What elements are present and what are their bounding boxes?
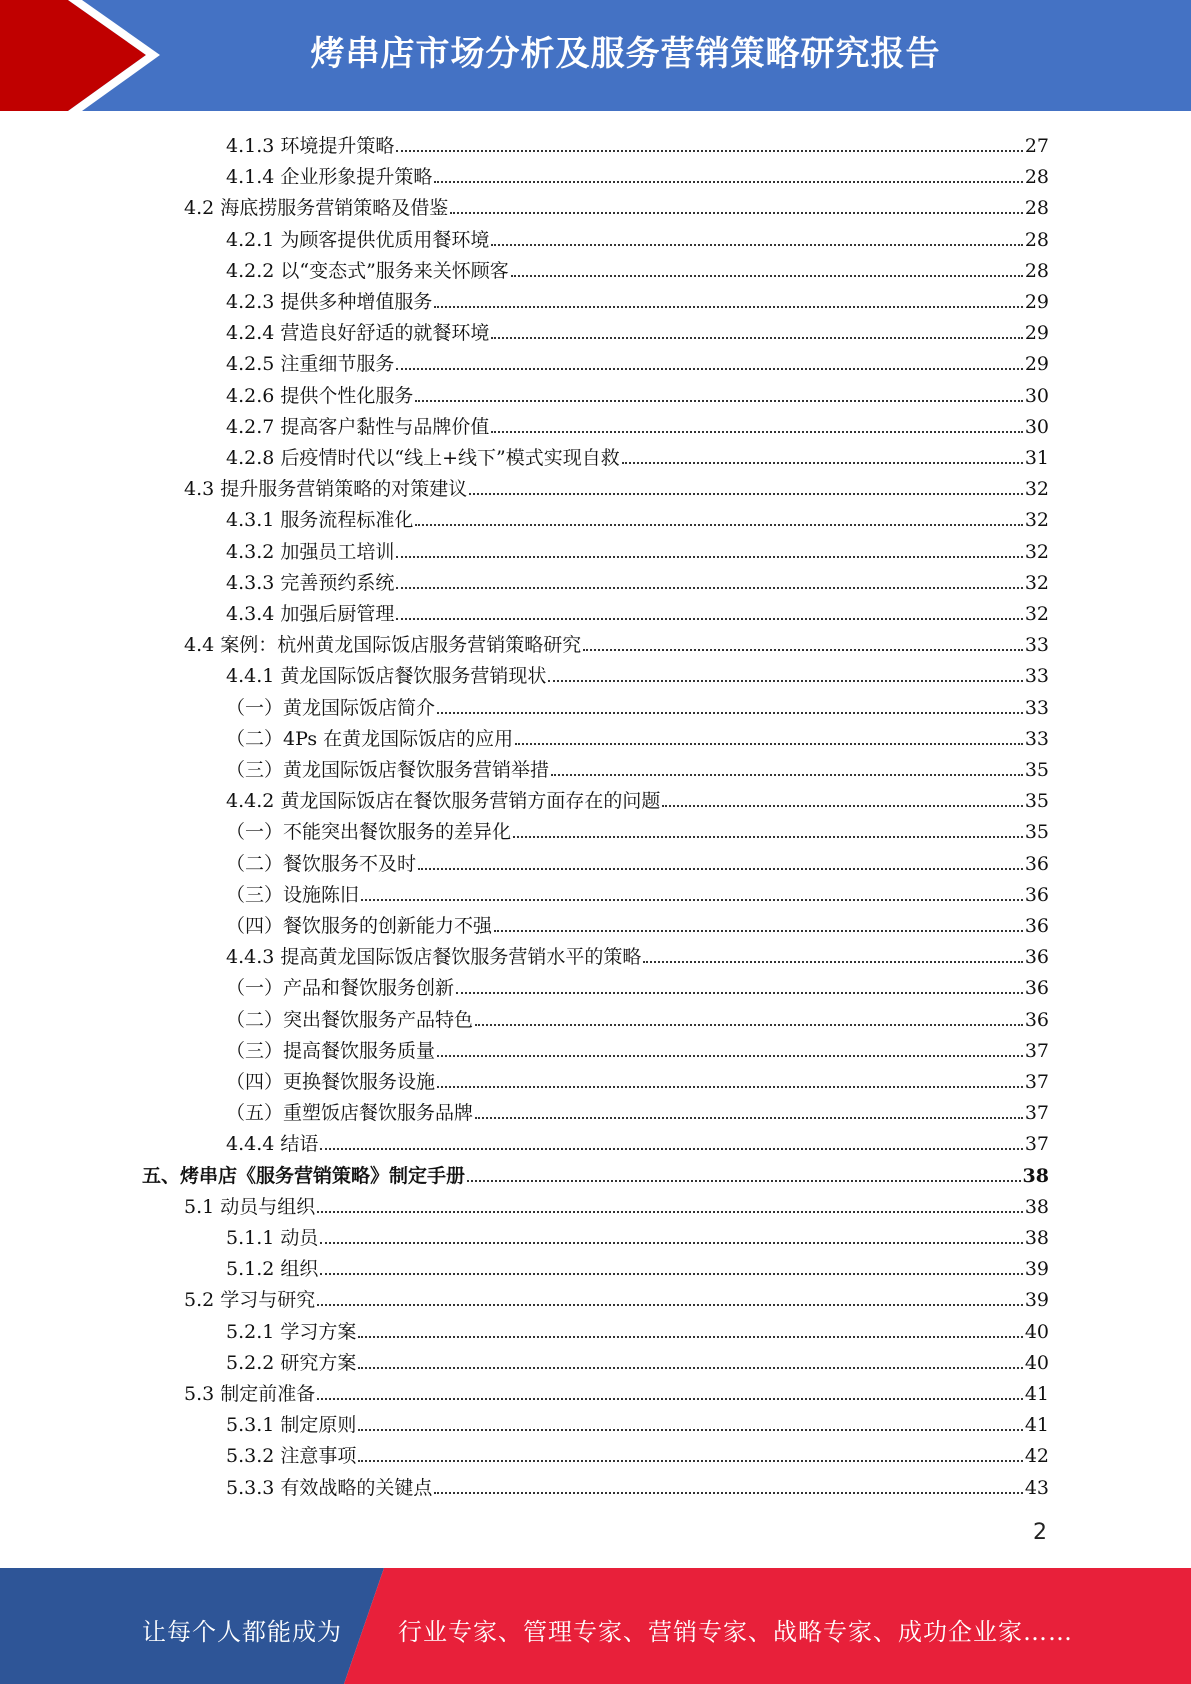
toc-leader-dots bbox=[358, 1335, 1022, 1338]
toc-leader-dots bbox=[320, 1272, 1022, 1275]
toc-entry-page: 33 bbox=[1024, 696, 1049, 719]
toc-entry-page: 29 bbox=[1024, 322, 1049, 345]
toc-entry-label: 4.4 案例：杭州黄龙国际饭店服务营销策略研究 bbox=[184, 634, 582, 657]
toc-entry[interactable] bbox=[184, 189, 1049, 220]
toc-leader-dots bbox=[469, 492, 1023, 495]
toc-entry-page: 38 bbox=[1024, 1195, 1049, 1218]
toc-entry-label: 5.1 动员与组织 bbox=[184, 1195, 316, 1218]
toc-entry-label: 4.3.2 加强员工培训 bbox=[226, 540, 395, 563]
footer-slogan-right: 行业专家、管理专家、营销专家、战略专家、成功企业家…… bbox=[398, 1618, 1073, 1646]
toc-entry-label: 5.3.3 有效战略的关键点 bbox=[226, 1476, 433, 1499]
toc-entry[interactable] bbox=[184, 1281, 1049, 1312]
toc-entry[interactable] bbox=[226, 221, 1049, 252]
toc-entry-page: 33 bbox=[1024, 665, 1049, 688]
toc-leader-dots bbox=[475, 1023, 1023, 1026]
toc-entry-label: 4.2.7 提高客户黏性与品牌价值 bbox=[226, 415, 490, 438]
toc-leader-dots bbox=[491, 430, 1022, 433]
toc-leader-dots bbox=[396, 367, 1022, 370]
toc-entry-label: 5.3 制定前准备 bbox=[184, 1383, 316, 1405]
toc-entry-page: 36 bbox=[1024, 852, 1049, 875]
toc-leader-dots bbox=[434, 180, 1022, 183]
toc-entry-label: 4.1.4 企业形象提升策略 bbox=[226, 166, 433, 189]
toc-entry[interactable] bbox=[226, 1001, 1049, 1032]
toc-entry-page: 38 bbox=[1022, 1164, 1049, 1187]
toc-leader-dots bbox=[551, 773, 1023, 776]
toc-entry[interactable] bbox=[184, 626, 1049, 657]
toc-entry-page: 40 bbox=[1024, 1320, 1049, 1343]
toc-entry-page: 32 bbox=[1024, 540, 1049, 563]
toc-entry-page: 32 bbox=[1024, 603, 1049, 625]
toc-entry-label: （三）提高餐饮服务质量 bbox=[226, 1039, 436, 1062]
toc-leader-dots bbox=[662, 804, 1022, 807]
toc-entry-page: 38 bbox=[1024, 1227, 1049, 1249]
toc-entry-page: 37 bbox=[1024, 1039, 1049, 1062]
toc-leader-dots bbox=[548, 679, 1022, 682]
toc-entry-page: 36 bbox=[1024, 915, 1049, 937]
toc-entry[interactable] bbox=[226, 595, 1049, 626]
toc-entry-page: 42 bbox=[1024, 1445, 1049, 1468]
toc-entry-page: 31 bbox=[1024, 447, 1049, 469]
toc-leader-dots bbox=[396, 555, 1022, 558]
toc-entry-page: 32 bbox=[1024, 509, 1049, 532]
toc-entry-page: 35 bbox=[1024, 821, 1049, 844]
toc-entry-label: （三）设施陈旧 bbox=[226, 883, 360, 906]
toc-entry-page: 32 bbox=[1024, 571, 1049, 594]
toc-entry[interactable] bbox=[226, 1406, 1049, 1437]
toc-entry[interactable] bbox=[226, 657, 1049, 688]
toc-leader-dots bbox=[494, 929, 1023, 932]
toc-entry-page: 32 bbox=[1024, 478, 1049, 501]
toc-entry[interactable] bbox=[226, 1344, 1049, 1375]
toc-entry[interactable] bbox=[184, 1375, 1049, 1406]
toc-leader-dots bbox=[317, 1303, 1023, 1306]
toc-entry[interactable] bbox=[226, 1469, 1049, 1500]
toc-leader-dots bbox=[418, 867, 1023, 870]
toc-entry-label: 5.2 学习与研究 bbox=[184, 1289, 316, 1312]
toc-entry[interactable] bbox=[226, 1313, 1049, 1344]
toc-leader-dots bbox=[643, 960, 1022, 963]
toc-entry-label: （二）餐饮服务不及时 bbox=[226, 852, 417, 875]
toc-leader-dots bbox=[415, 399, 1022, 402]
toc-entry-page: 28 bbox=[1024, 259, 1049, 282]
toc-entry[interactable] bbox=[226, 127, 1049, 158]
toc-entry[interactable] bbox=[226, 938, 1049, 969]
toc-entry[interactable] bbox=[226, 345, 1049, 376]
toc-leader-dots bbox=[434, 1491, 1022, 1494]
toc-leader-dots bbox=[437, 711, 1023, 714]
toc-entry-label: 4.4.4 结语 bbox=[226, 1133, 319, 1156]
toc-entry[interactable] bbox=[142, 1157, 1049, 1188]
toc-entry-label: （三）黄龙国际饭店餐饮服务营销举措 bbox=[226, 759, 550, 781]
toc-leader-dots bbox=[513, 835, 1023, 838]
toc-leader-dots bbox=[511, 274, 1023, 277]
page-number: 2 bbox=[1033, 1520, 1047, 1545]
toc-leader-dots bbox=[491, 336, 1022, 339]
toc-entry-page: 39 bbox=[1024, 1258, 1049, 1281]
toc-entry-label: （四）餐饮服务的创新能力不强 bbox=[226, 915, 493, 937]
toc-entry-page: 39 bbox=[1024, 1289, 1049, 1312]
toc-entry[interactable] bbox=[226, 876, 1049, 907]
toc-entry-label: 4.2.1 为顾客提供优质用餐环境 bbox=[226, 228, 490, 251]
toc-leader-dots bbox=[358, 1459, 1022, 1462]
toc-leader-dots bbox=[320, 1241, 1022, 1244]
toc-leader-dots bbox=[456, 991, 1023, 994]
toc-entry-label: （一）不能突出餐饮服务的差异化 bbox=[226, 821, 512, 844]
toc-entry[interactable] bbox=[226, 907, 1049, 938]
toc-entry-page: 36 bbox=[1024, 883, 1049, 906]
toc-entry-label: 5.3.2 注意事项 bbox=[226, 1445, 357, 1468]
toc-entry-page: 27 bbox=[1024, 135, 1049, 157]
toc-entry[interactable] bbox=[226, 1250, 1049, 1281]
toc-leader-dots bbox=[434, 305, 1022, 308]
toc-entry-label: 4.2.4 营造良好舒适的就餐环境 bbox=[226, 322, 490, 345]
toc-entry-label: 4.2.3 提供多种增值服务 bbox=[226, 291, 433, 313]
toc-entry-page: 37 bbox=[1024, 1102, 1049, 1125]
toc-entry-page: 28 bbox=[1024, 197, 1049, 220]
toc-entry[interactable] bbox=[226, 969, 1049, 1000]
toc-entry[interactable] bbox=[226, 751, 1049, 782]
footer-slogan-left: 让每个人都能成为 bbox=[142, 1618, 342, 1646]
toc-entry[interactable] bbox=[226, 314, 1049, 345]
toc-entry[interactable] bbox=[226, 689, 1049, 720]
toc-entry-label: 4.2 海底捞服务营销策略及借鉴 bbox=[184, 197, 449, 220]
toc-entry[interactable] bbox=[226, 252, 1049, 283]
toc-entry-label: 4.2.5 注重细节服务 bbox=[226, 353, 395, 376]
toc-leader-dots bbox=[361, 898, 1023, 901]
toc-leader-dots bbox=[320, 1147, 1022, 1150]
toc-entry[interactable] bbox=[226, 408, 1049, 439]
toc-entry-label: 4.2.6 提供个性化服务 bbox=[226, 384, 414, 407]
toc-entry-label: 4.2.8 后疫情时代以“线上+线下”模式实现自救 bbox=[226, 447, 620, 469]
toc-leader-dots bbox=[491, 243, 1022, 246]
toc-entry-page: 33 bbox=[1024, 727, 1049, 750]
toc-entry-label: 5.2.1 学习方案 bbox=[226, 1320, 357, 1343]
toc-entry[interactable] bbox=[226, 283, 1049, 314]
toc-leader-dots bbox=[317, 1397, 1023, 1400]
toc-entry-label: 4.3 提升服务营销策略的对策建议 bbox=[184, 478, 468, 501]
toc-entry[interactable] bbox=[226, 1219, 1049, 1250]
toc-entry-page: 40 bbox=[1024, 1351, 1049, 1374]
toc-entry[interactable] bbox=[226, 782, 1049, 813]
toc-entry-label: 五、烤串店《服务营销策略》制定手册 bbox=[142, 1164, 466, 1187]
toc-entry-label: （一）黄龙国际饭店简介 bbox=[226, 696, 436, 719]
toc-leader-dots bbox=[317, 1210, 1023, 1213]
toc-entry[interactable] bbox=[226, 1094, 1049, 1125]
page-footer bbox=[0, 1568, 1191, 1684]
toc-entry[interactable] bbox=[226, 501, 1049, 532]
toc-entry[interactable] bbox=[184, 470, 1049, 501]
toc-entry-page: 33 bbox=[1024, 634, 1049, 657]
toc-entry-page: 41 bbox=[1024, 1383, 1049, 1405]
toc-entry-page: 29 bbox=[1024, 291, 1049, 313]
toc-leader-dots bbox=[467, 1179, 1021, 1182]
toc-entry-page: 36 bbox=[1024, 1008, 1049, 1031]
toc-entry-label: （二）4Ps 在黄龙国际饭店的应用 bbox=[226, 727, 514, 750]
toc-entry-page: 28 bbox=[1024, 166, 1049, 189]
toc-entry-page: 36 bbox=[1024, 977, 1049, 1000]
toc-entry-page: 36 bbox=[1024, 946, 1049, 969]
toc-entry-label: 4.3.4 加强后厨管理 bbox=[226, 603, 395, 625]
toc-leader-dots bbox=[450, 211, 1023, 214]
toc-entry-page: 30 bbox=[1024, 415, 1049, 438]
toc-entry[interactable] bbox=[184, 1188, 1049, 1219]
toc-entry-page: 37 bbox=[1024, 1071, 1049, 1093]
toc-leader-dots bbox=[415, 523, 1022, 526]
toc-entry-page: 41 bbox=[1024, 1414, 1049, 1437]
toc-entry[interactable] bbox=[226, 1063, 1049, 1094]
toc-leader-dots bbox=[515, 742, 1023, 745]
toc-entry-page: 30 bbox=[1024, 384, 1049, 407]
toc-leader-dots bbox=[396, 617, 1022, 620]
toc-leader-dots bbox=[396, 586, 1022, 589]
toc-entry-label: （五）重塑饭店餐饮服务品牌 bbox=[226, 1102, 474, 1125]
toc-entry[interactable] bbox=[226, 377, 1049, 408]
toc-leader-dots bbox=[437, 1085, 1023, 1088]
toc-entry-label: 5.3.1 制定原则 bbox=[226, 1414, 357, 1437]
toc-leader-dots bbox=[475, 1116, 1023, 1119]
toc-entry[interactable] bbox=[226, 158, 1049, 189]
toc-entry-label: 5.2.2 研究方案 bbox=[226, 1351, 357, 1374]
toc-entry-page: 35 bbox=[1024, 790, 1049, 813]
toc-entry[interactable] bbox=[226, 1437, 1049, 1468]
toc-leader-dots bbox=[622, 461, 1023, 464]
toc-leader-dots bbox=[583, 648, 1023, 651]
toc-entry-label: 4.4.2 黄龙国际饭店在餐饮服务营销方面存在的问题 bbox=[226, 790, 661, 813]
toc-leader-dots bbox=[358, 1428, 1022, 1431]
toc-entry-page: 28 bbox=[1024, 228, 1049, 251]
toc-entry[interactable] bbox=[226, 439, 1049, 470]
toc-entry[interactable] bbox=[226, 720, 1049, 751]
toc-entry[interactable] bbox=[226, 813, 1049, 844]
toc-entry-label: 4.3.1 服务流程标准化 bbox=[226, 509, 414, 532]
toc-entry[interactable] bbox=[226, 533, 1049, 564]
page-header bbox=[0, 0, 1191, 111]
toc-entry-label: 4.4.3 提高黄龙国际饭店餐饮服务营销水平的策略 bbox=[226, 946, 642, 969]
toc-leader-dots bbox=[437, 1054, 1023, 1057]
toc-entry-page: 35 bbox=[1024, 759, 1049, 781]
toc-entry[interactable] bbox=[226, 564, 1049, 595]
toc-entry[interactable] bbox=[226, 845, 1049, 876]
toc-leader-dots bbox=[358, 1366, 1022, 1369]
toc-entry[interactable] bbox=[226, 1032, 1049, 1063]
toc-entry-label: 4.4.1 黄龙国际饭店餐饮服务营销现状 bbox=[226, 665, 547, 688]
toc-entry-label: 4.2.2 以“变态式”服务来关怀顾客 bbox=[226, 259, 509, 282]
toc-entry-label: 5.1.1 动员 bbox=[226, 1227, 319, 1249]
toc-entry[interactable] bbox=[226, 1125, 1049, 1156]
toc-entry-label: （二）突出餐饮服务产品特色 bbox=[226, 1008, 474, 1031]
toc-entry-page: 37 bbox=[1024, 1133, 1049, 1156]
toc-leader-dots bbox=[396, 149, 1022, 152]
toc-entry-label: （一）产品和餐饮服务创新 bbox=[226, 977, 455, 1000]
header-title: 烤串店市场分析及服务营销策略研究报告 bbox=[310, 34, 941, 74]
toc-entry-page: 29 bbox=[1024, 353, 1049, 376]
toc-entry-label: 5.1.2 组织 bbox=[226, 1258, 319, 1281]
toc-entry-label: 4.1.3 环境提升策略 bbox=[226, 135, 395, 157]
toc-entry-label: （四）更换餐饮服务设施 bbox=[226, 1071, 436, 1093]
toc-entry-page: 43 bbox=[1024, 1476, 1049, 1499]
toc-entry-label: 4.3.3 完善预约系统 bbox=[226, 571, 395, 594]
